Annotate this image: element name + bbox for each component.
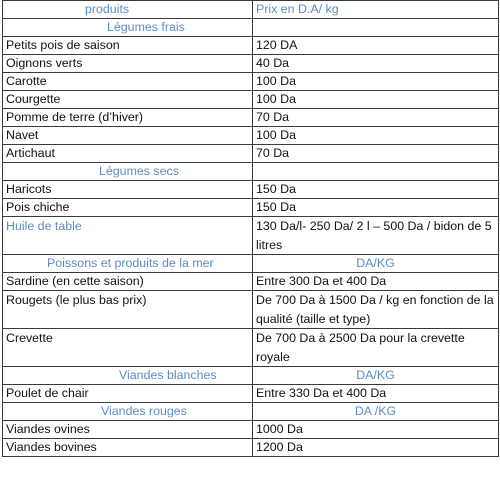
product-price: 40 Da	[253, 55, 499, 73]
product-price: 120 DA	[253, 37, 499, 55]
product-name: Crevette	[3, 329, 253, 367]
section-row-viandes-blanches	[3, 367, 499, 385]
table-row	[3, 73, 499, 91]
product-price: 150 Da	[253, 181, 499, 199]
table-row	[3, 329, 499, 367]
table-row	[3, 199, 499, 217]
product-name: Viandes bovines	[3, 439, 253, 457]
product-price: 100 Da	[253, 127, 499, 145]
product-name: Viandes ovines	[3, 421, 253, 439]
product-name: Courgette	[3, 91, 253, 109]
product-price: Entre 330 Da et 400 Da	[253, 385, 499, 403]
section-unit: DA/KG	[253, 255, 499, 273]
product-name: Pomme de terre (d’hiver)	[3, 109, 253, 127]
section-title: Viandes rouges	[3, 403, 253, 421]
table-row	[3, 55, 499, 73]
product-name: Sardine (en cette saison)	[3, 273, 253, 291]
product-price: 130 Da/l- 250 Da/ 2 l – 500 Da / bidon de 5 litres	[253, 217, 499, 255]
product-name: Haricots	[3, 181, 253, 199]
section-row-legumes-secs	[3, 163, 499, 181]
section-unit: DA /KG	[253, 403, 499, 421]
product-name: Petits pois de saison	[3, 37, 253, 55]
table-row	[3, 217, 499, 255]
product-name: Poulet de chair	[3, 385, 253, 403]
product-name: Rougets (le plus bas prix)	[3, 291, 253, 329]
section-title: Viandes blanches	[3, 367, 253, 385]
product-price: Entre 300 Da et 400 Da	[253, 273, 499, 291]
product-name: Navet	[3, 127, 253, 145]
table-row	[3, 145, 499, 163]
product-price: 100 Da	[253, 73, 499, 91]
table-header-row	[3, 1, 499, 19]
section-row-legumes-frais	[3, 19, 499, 37]
product-price: 70 Da	[253, 145, 499, 163]
table-row	[3, 91, 499, 109]
table-row	[3, 291, 499, 329]
section-row-viandes-rouges	[3, 403, 499, 421]
table-row	[3, 385, 499, 403]
section-title: Légumes secs	[3, 163, 253, 181]
header-products: produits	[3, 1, 253, 19]
product-name: Artichaut	[3, 145, 253, 163]
section-unit: DA/KG	[253, 367, 499, 385]
table-row	[3, 273, 499, 291]
price-table	[2, 0, 499, 457]
section-title: Poissons et produits de la mer	[3, 255, 253, 273]
product-price: 1000 Da	[253, 421, 499, 439]
empty-cell	[253, 19, 499, 37]
header-price: Prix en D.A/ kg	[253, 1, 499, 19]
product-price: De 700 Da à 2500 Da pour la crevette royale	[253, 329, 499, 367]
product-price: De 700 Da à 1500 Da / kg en fonction de la qualité (taille et type)	[253, 291, 499, 329]
table-row	[3, 439, 499, 457]
product-name: Carotte	[3, 73, 253, 91]
empty-cell	[253, 163, 499, 181]
product-name: Oignons verts	[3, 55, 253, 73]
section-row-poissons	[3, 255, 499, 273]
section-title: Légumes frais	[3, 19, 253, 37]
table-row	[3, 181, 499, 199]
product-name: Pois chiche	[3, 199, 253, 217]
product-price: 100 Da	[253, 91, 499, 109]
table-row	[3, 421, 499, 439]
table-row	[3, 109, 499, 127]
product-name: Huile de table	[3, 217, 253, 255]
product-price: 150 Da	[253, 199, 499, 217]
product-price: 70 Da	[253, 109, 499, 127]
product-price: 1200 Da	[253, 439, 499, 457]
table-row	[3, 127, 499, 145]
table-row	[3, 37, 499, 55]
